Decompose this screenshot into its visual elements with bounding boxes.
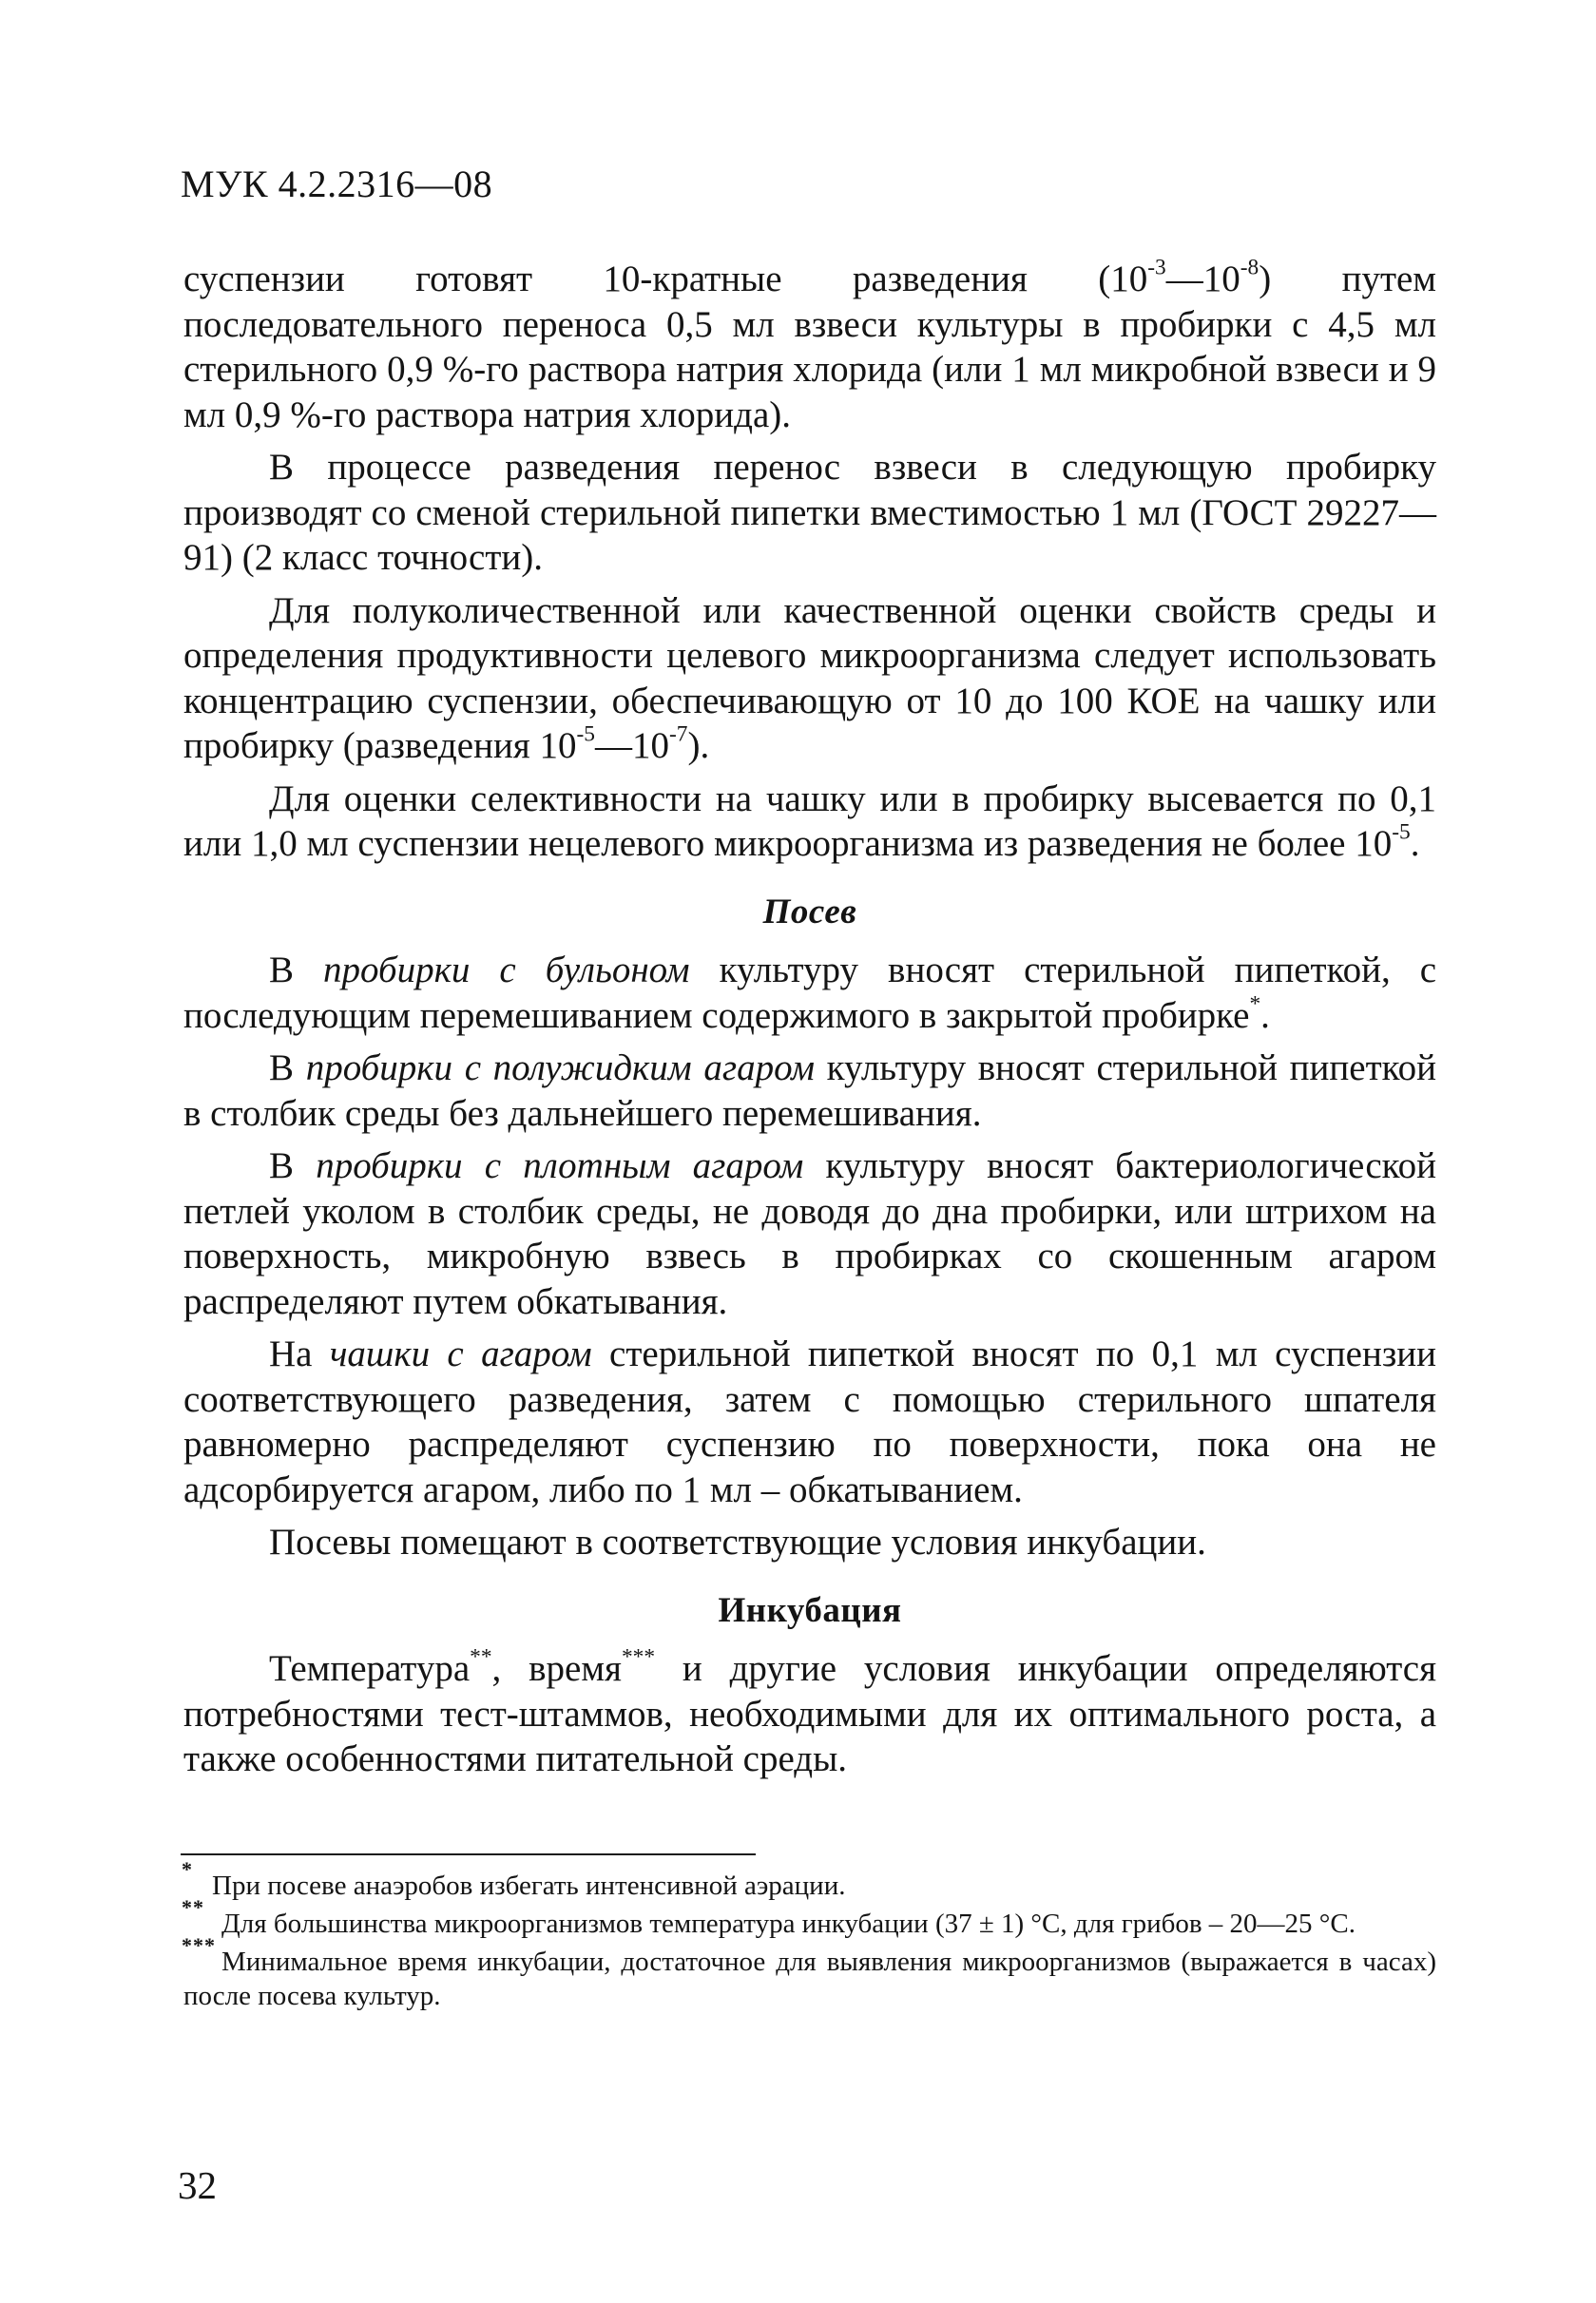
paragraph-incubation-conditions: Посевы помещают в соответствующие условия инкубации.	[269, 1522, 1206, 1563]
footnote-mark: **	[182, 1895, 204, 1919]
footnote-divider	[181, 1853, 756, 1855]
page-number: 32	[178, 2163, 217, 2207]
paragraph-incubation: Температура**, время*** и другие условия инкубации определяются потребностями тест-штаммов, необходимыми для их оптимального роста, а также особенностями питательной среды.	[183, 1644, 1437, 1779]
footnote-3: *** Минимальное время инкубации, достаточное для выявления микроорганизмов (выражается в часах) после посева культур.	[183, 1945, 1436, 2013]
paragraph-semi-quantitative: Для полуколичественной или качественной оценки свойств среды и определения продуктивности целевого микроорганизма следует использовать концентрацию суспензии, обеспечивающую от 10 до 100 КОЕ на чашку или пробирку (разведения $10^{-5}—10^{-7}$).	[183, 589, 1436, 766]
footnote-mark: *	[182, 1857, 193, 1881]
footnote-1: * При посеве анаэробов избегать интенсивной аэрации.	[183, 1869, 1436, 1903]
paragraph-solid-agar: В пробирки с плотным агаром культуру вносят бактериологической петлей уколом в столбик среды, не доводя до дна пробирки, или штрихом на поверхность, микробную взвесь в пробирках со скошенным агаром распределяют путем обкатывания.	[183, 1145, 1436, 1322]
section-heading-incubation: Инкубация	[718, 1590, 902, 1630]
paragraph-selectivity: Для оценки селективности на чашку или в пробирку высевается по 0,1 или 1,0 мл суспензии нецелевого микроорганизма из разведения не более $10^{-5}$.	[183, 777, 1436, 864]
footnote-ref: ***	[621, 1644, 656, 1670]
paragraph-semisolid-agar: В пробирки с полужидким агаром культуру вносят стерильной пипеткой в столбик среды без дальнейшего перемешивания.	[183, 1047, 1436, 1134]
main-text	[183, 257, 1436, 1790]
footnote-2: ** Для большинства микроорганизмов температура инкубации (37 ± 1) °С, для грибов – 20—25 °С.	[183, 1907, 1436, 1941]
footnote-ref: **	[470, 1644, 492, 1670]
paragraph-agar-plates: На чашки с агаром стерильной пипеткой вносят по 0,1 мл суспензии соответствующего разведения, затем с помощью стерильного шпателя равномерно распределяют суспензию по поверхности, пока она не адсорбируется агаром, либо по 1 мл – обкатыванием.	[183, 1334, 1436, 1510]
paragraph-dilutions: суспензии готовят 10-кратные разведения $(10^{-3}—10^{-8})$ путем последовательного переноса 0,5 мл взвеси культуры в пробирки с 4,5 мл стерильного 0,9 %-го раствора натрия хлорида (или 1 мл микробной взвеси и 9 мл 0,9 %-го раствора натрия хлорида).	[183, 255, 1436, 435]
footnote-mark: ***	[182, 1933, 216, 1957]
footnotes	[182, 1857, 1436, 2017]
paragraph-pipette-change: В процессе разведения перенос взвеси в следующую пробирку производят со сменой стерильной пипетки вместимостью 1 мл (ГОСТ 29227—91) (2 класс точности).	[183, 447, 1436, 578]
paragraph-broth-tubes: В пробирки с бульоном культуру вносят стерильной пипеткой, с последующим перемешиванием содержимого в закрытой пробирке*.	[183, 950, 1437, 1036]
footnote-ref: *	[1249, 990, 1261, 1016]
section-heading-posev: Посев	[762, 892, 857, 931]
document-code-header: МУК 4.2.2316—08	[181, 163, 493, 205]
